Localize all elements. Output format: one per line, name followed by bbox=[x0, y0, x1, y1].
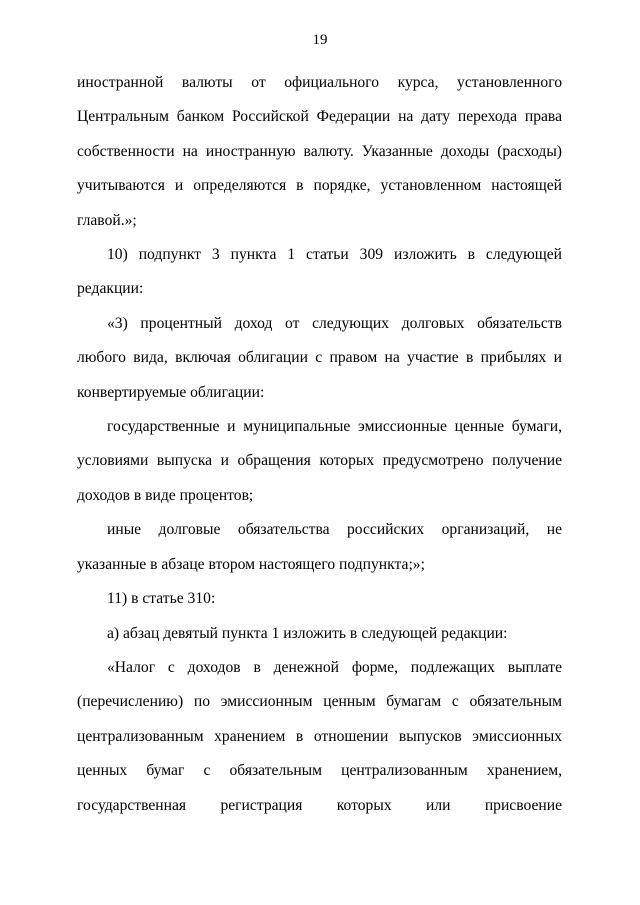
paragraph-subitem-a: а) абзац девятый пункта 1 изложить в следующей редакции: bbox=[107, 624, 508, 642]
page-number: 19 bbox=[312, 32, 328, 48]
paragraph-subitem-3: «3) процентный доход от следующих долговых обязательств любого вида, включая облигации с правом на участие в прибылях и конвертируемые облигации: bbox=[77, 314, 562, 401]
paragraph-tax-quote: «Налог с доходов в денежной форме, подлежащих выплате (перечислению) по эмиссионным ценным бумагам с обязательным централизованным хранением в отношении выпусков эмиссионных ценных бумаг с обязательным централизованным хранением, государственная регистрация которых или присвоение bbox=[77, 658, 562, 814]
paragraph-other-debt-obligations: иные долговые обязательства российских организаций, не указанные в абзаце втором настоящего подпункта;»; bbox=[77, 521, 562, 573]
document-body bbox=[77, 66, 562, 823]
paragraph-government-securities: государственные и муниципальные эмиссионные ценные бумаги, условиями выпуска и обращения которых предусмотрено получение доходов в виде процентов; bbox=[77, 418, 562, 504]
paragraph-item-10: 10) подпункт 3 пункта 1 статьи 309 изложить в следующей редакции: bbox=[77, 246, 562, 298]
paragraph-continuation: иностранной валюты от официального курса, установленного Центральным банком Российской Федерации на дату перехода права собственности на иностранную валюту. Указанные доходы (расходы) учитываются и определяются в порядке, установленном настоящей главой.»; bbox=[77, 74, 562, 229]
paragraph-item-11: 11) в статье 310: bbox=[107, 590, 216, 608]
